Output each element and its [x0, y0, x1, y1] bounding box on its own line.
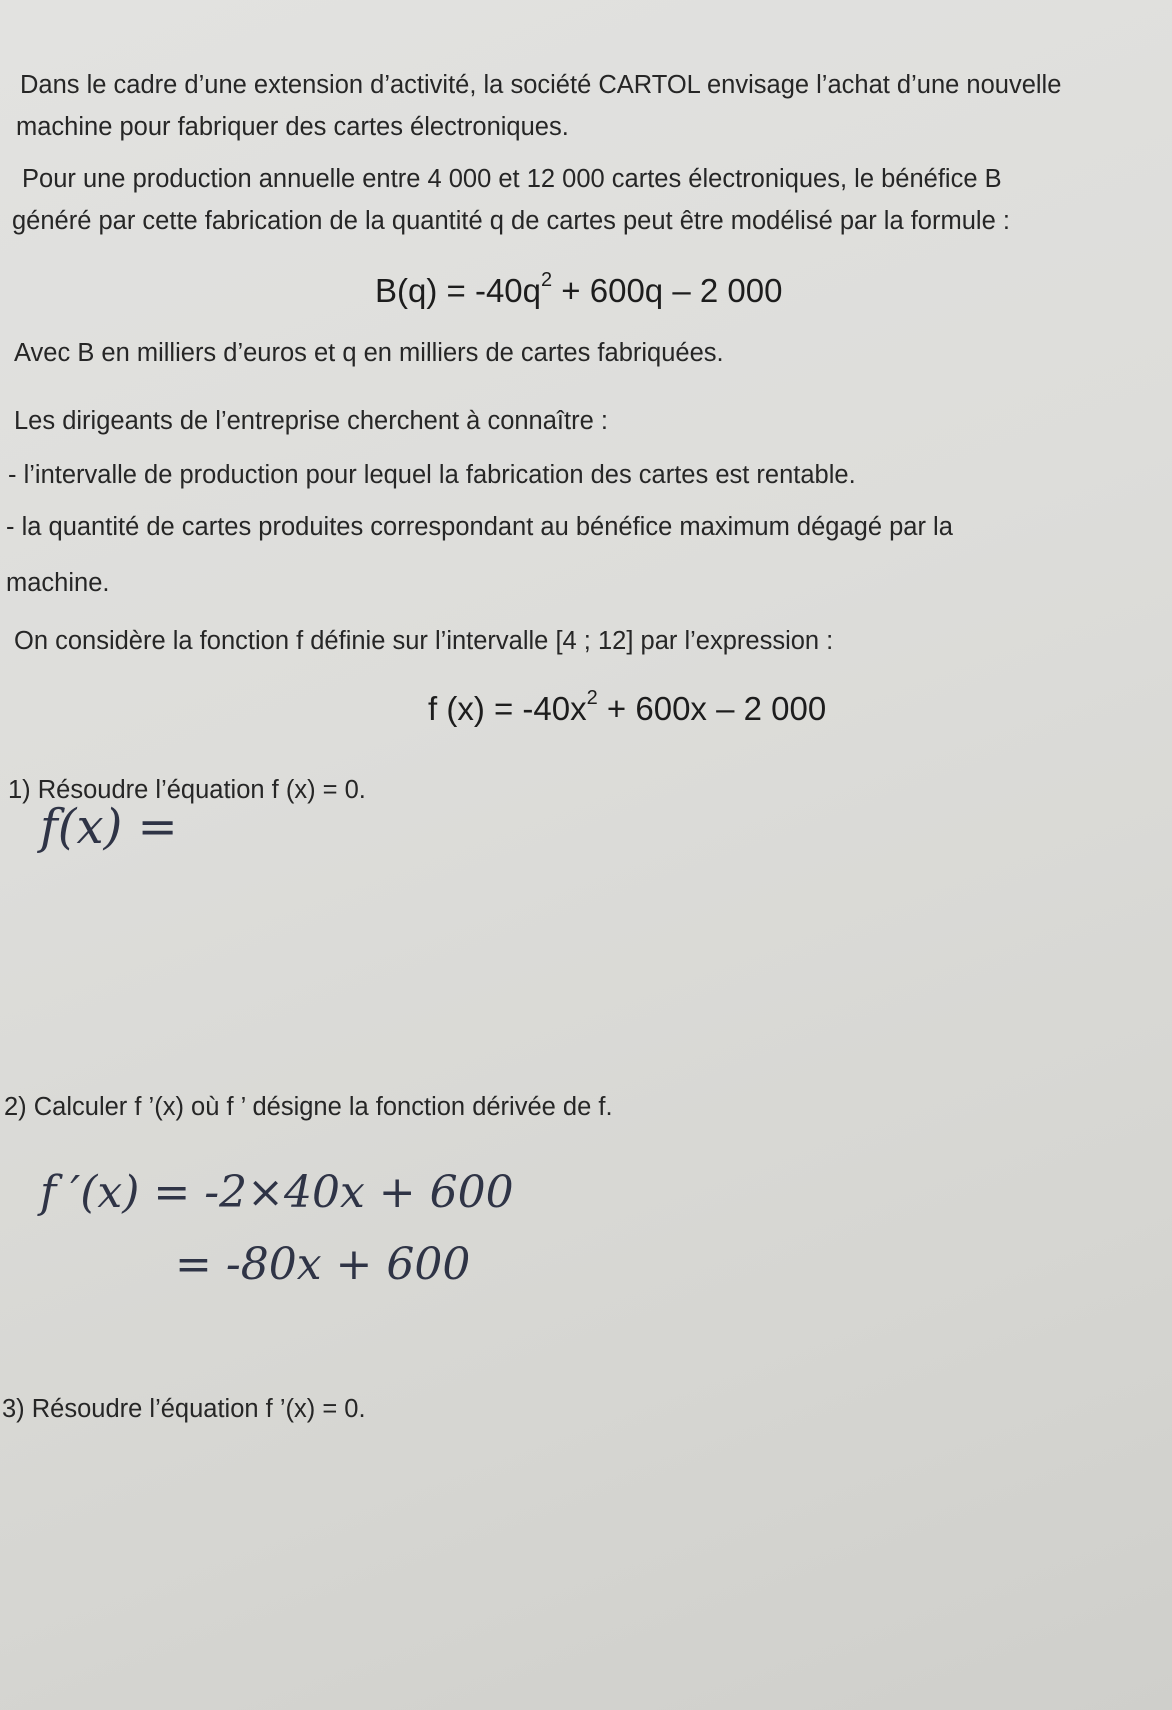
formula-b-rhs: + 600q – 2 000: [552, 272, 783, 309]
intro-line-4: généré par cette fabrication de la quantité q de cartes peut être modélisé par la formule :: [12, 207, 1010, 235]
formula-b: [375, 264, 782, 311]
formula-b-exponent: 2: [541, 269, 553, 291]
question-1: 1) Résoudre l’équation f (x) = 0.: [8, 776, 366, 804]
formula-f-exponent: 2: [586, 687, 598, 709]
formula-f-rhs: + 600x – 2 000: [597, 690, 827, 727]
handwritten-answer-2-line-1: f ′(x) = -2×40x + 600: [40, 1167, 514, 1218]
intro-line-3: Pour une production annuelle entre 4 000 et 12 000 cartes électroniques, le bénéfice B: [22, 165, 1002, 193]
intro-line-1: Dans le cadre d’une extension d’activité, la société CARTOL envisage l’achat d’une nouvelle: [20, 71, 1062, 99]
handwritten-answer-2-line-2: = -80x + 600: [175, 1239, 471, 1290]
intro-line-2: machine pour fabriquer des cartes électroniques.: [16, 113, 569, 141]
handwritten-answer-1: f(x) =: [40, 799, 178, 855]
goals-intro: Les dirigeants de l’entreprise cherchent à connaître :: [14, 407, 608, 435]
goal-item-2-line-1: - la quantité de cartes produites correspondant au bénéfice maximum dégagé par la: [6, 513, 953, 541]
question-2: 2) Calculer f ’(x) où f ’ désigne la fonction dérivée de f.: [4, 1093, 613, 1121]
goal-item-1: - l’intervalle de production pour lequel la fabrication des cartes est rentable.: [8, 461, 856, 489]
formula-f-lhs: f (x) = -40x: [428, 690, 587, 727]
units-text: Avec B en milliers d’euros et q en milliers de cartes fabriquées.: [14, 339, 724, 367]
question-3: 3) Résoudre l’équation f ’(x) = 0.: [2, 1395, 366, 1423]
formula-b-lhs: B(q) = -40q: [375, 272, 541, 309]
goal-item-2-line-2: machine.: [6, 569, 110, 597]
function-definition: On considère la fonction f définie sur l’intervalle [4 ; 12] par l’expression :: [14, 627, 834, 655]
formula-f: [428, 682, 826, 729]
